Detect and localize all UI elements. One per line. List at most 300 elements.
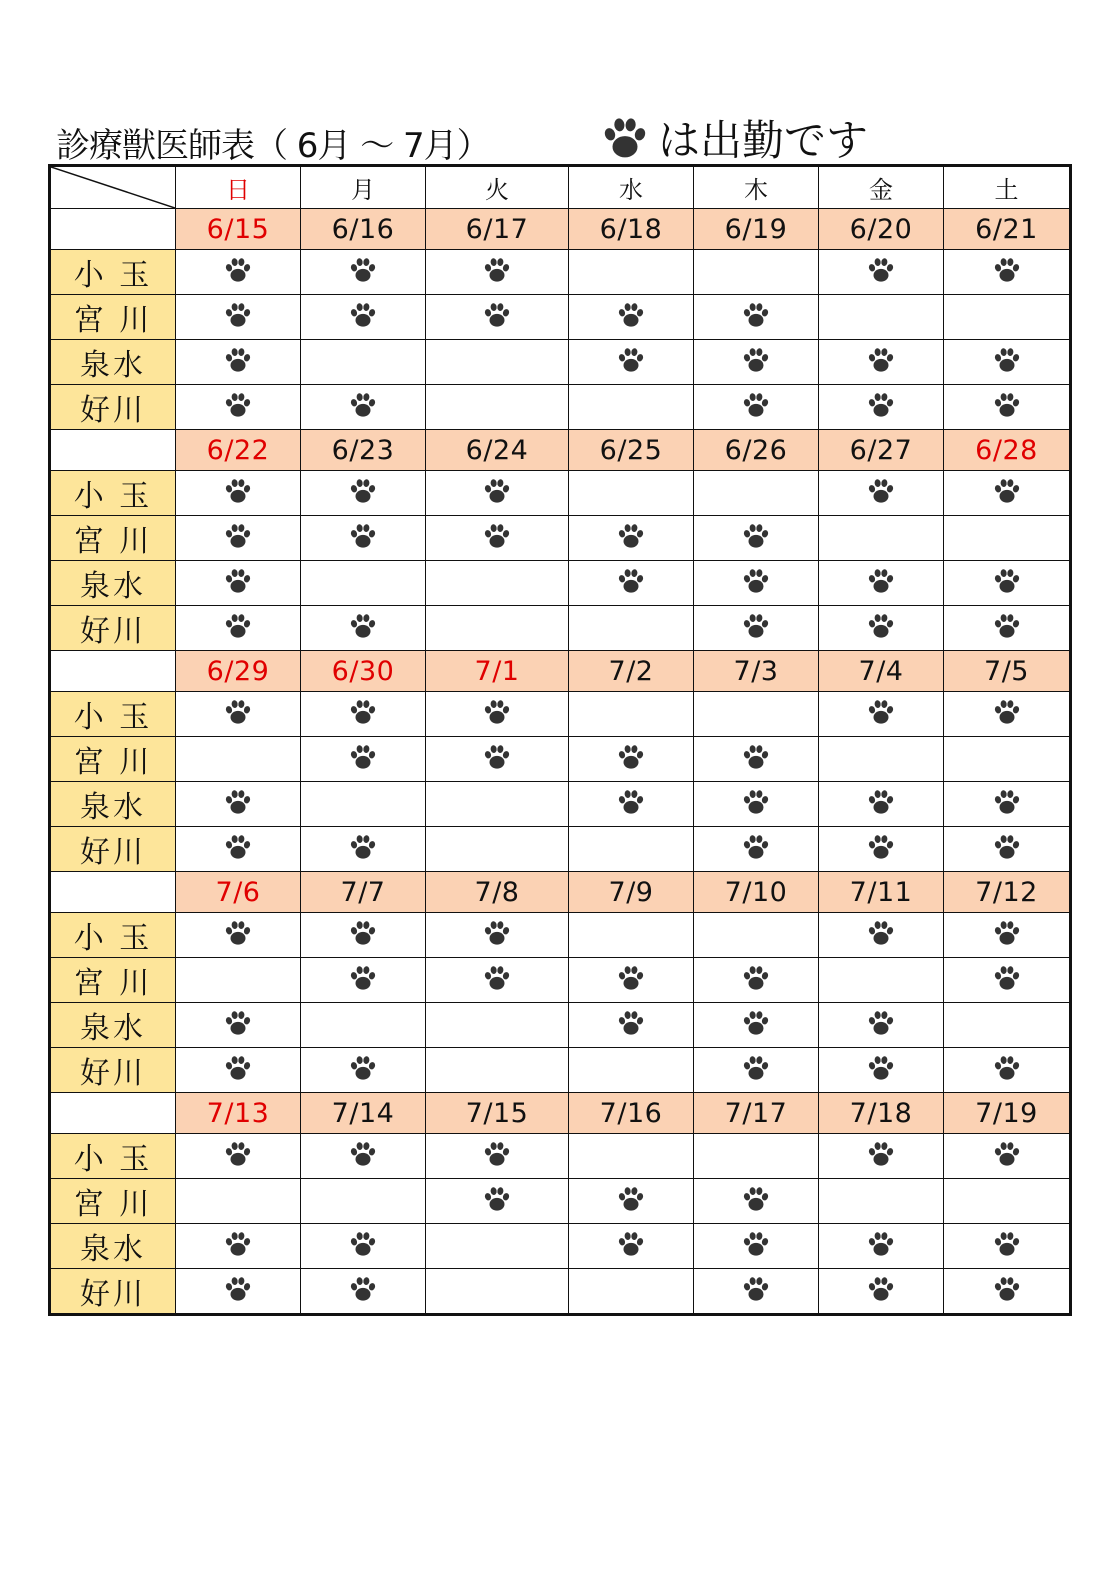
- shift-cell: [694, 827, 819, 872]
- shift-cell: [819, 385, 944, 430]
- shift-cell: [819, 1134, 944, 1179]
- shift-cell: [176, 913, 301, 958]
- paw-icon: [741, 1008, 771, 1042]
- shift-cell: [819, 1224, 944, 1269]
- shift-cell: [694, 913, 819, 958]
- date-cell: 7/10: [694, 872, 819, 913]
- paw-icon: [741, 1184, 771, 1218]
- date-cell: 7/9: [569, 872, 694, 913]
- paw-icon: [616, 1184, 646, 1218]
- doctor-row: [50, 737, 1071, 782]
- date-cell: 6/27: [819, 430, 944, 471]
- date-cell: 6/15: [176, 209, 301, 250]
- paw-icon: [866, 566, 896, 600]
- paw-icon: [482, 300, 512, 334]
- shift-cell: [944, 561, 1071, 606]
- shift-cell: [301, 1134, 426, 1179]
- shift-cell: [569, 1003, 694, 1048]
- doctor-row: [50, 782, 1071, 827]
- paw-icon: [348, 1053, 378, 1087]
- shift-cell: [694, 1269, 819, 1315]
- shift-cell: [944, 1179, 1071, 1224]
- shift-cell: [569, 1048, 694, 1093]
- date-cell: 7/1: [426, 651, 569, 692]
- shift-cell: [819, 827, 944, 872]
- shift-cell: [694, 1048, 819, 1093]
- shift-cell: [426, 516, 569, 561]
- date-cell: 7/8: [426, 872, 569, 913]
- paw-icon: [992, 1139, 1022, 1173]
- shift-cell: [569, 385, 694, 430]
- paw-icon: [348, 1229, 378, 1263]
- shift-cell: [944, 606, 1071, 651]
- weekday-mon: 月: [301, 166, 426, 209]
- date-cell: 6/21: [944, 209, 1071, 250]
- doctor-row: [50, 471, 1071, 516]
- date-cell: 7/7: [301, 872, 426, 913]
- doctor-name: 泉水: [50, 1224, 176, 1269]
- paw-icon: [992, 1274, 1022, 1308]
- doctor-row: [50, 827, 1071, 872]
- paw-icon: [866, 787, 896, 821]
- paw-icon: [741, 832, 771, 866]
- doctor-name: 好川: [50, 1048, 176, 1093]
- date-cell: 6/29: [176, 651, 301, 692]
- paw-icon: [482, 963, 512, 997]
- shift-cell: [819, 1179, 944, 1224]
- paw-icon: [992, 918, 1022, 952]
- paw-icon: [741, 566, 771, 600]
- shift-cell: [694, 250, 819, 295]
- shift-cell: [569, 561, 694, 606]
- paw-icon: [223, 611, 253, 645]
- paw-icon: [223, 1139, 253, 1173]
- paw-icon: [223, 345, 253, 379]
- page-title: 診療獣医師表（ 6月 ～ 7月）: [56, 126, 490, 166]
- shift-cell: [944, 385, 1071, 430]
- doctor-row: [50, 1048, 1071, 1093]
- doctor-row: [50, 250, 1071, 295]
- shift-cell: [819, 340, 944, 385]
- shift-cell: [694, 385, 819, 430]
- doctor-row: [50, 958, 1071, 1003]
- paw-icon: [223, 787, 253, 821]
- paw-icon: [482, 697, 512, 731]
- paw-icon: [741, 1274, 771, 1308]
- date-cell: 6/20: [819, 209, 944, 250]
- paw-icon: [482, 521, 512, 555]
- shift-cell: [819, 295, 944, 340]
- shift-cell: [426, 1179, 569, 1224]
- shift-cell: [301, 250, 426, 295]
- paw-icon: [741, 963, 771, 997]
- shift-cell: [694, 782, 819, 827]
- shift-cell: [944, 1003, 1071, 1048]
- date-cell: 7/17: [694, 1093, 819, 1134]
- shift-cell: [301, 692, 426, 737]
- shift-cell: [176, 606, 301, 651]
- paw-icon: [348, 1139, 378, 1173]
- shift-cell: [819, 1003, 944, 1048]
- shift-cell: [944, 1048, 1071, 1093]
- doctor-row: [50, 295, 1071, 340]
- shift-cell: [694, 1179, 819, 1224]
- paw-icon: [348, 832, 378, 866]
- doctor-row: [50, 1003, 1071, 1048]
- shift-cell: [301, 1003, 426, 1048]
- date-cell: 6/17: [426, 209, 569, 250]
- shift-cell: [426, 340, 569, 385]
- doctor-name: 泉水: [50, 340, 176, 385]
- paw-icon: [616, 1229, 646, 1263]
- shift-cell: [569, 1134, 694, 1179]
- shift-cell: [426, 295, 569, 340]
- paw-icon: [866, 918, 896, 952]
- doctor-row: [50, 692, 1071, 737]
- paw-icon: [992, 1053, 1022, 1087]
- paw-icon: [866, 1274, 896, 1308]
- paw-icon: [616, 1008, 646, 1042]
- doctor-row: [50, 913, 1071, 958]
- paw-icon: [348, 963, 378, 997]
- doctor-name: 小 玉: [50, 1134, 176, 1179]
- paw-icon: [992, 787, 1022, 821]
- doctor-row: [50, 1269, 1071, 1315]
- shift-cell: [301, 827, 426, 872]
- shift-cell: [301, 1224, 426, 1269]
- shift-cell: [176, 295, 301, 340]
- paw-icon: [482, 742, 512, 776]
- paw-icon: [741, 742, 771, 776]
- shift-cell: [944, 516, 1071, 561]
- date-cell: 7/14: [301, 1093, 426, 1134]
- weekday-tue: 火: [426, 166, 569, 209]
- shift-cell: [819, 1269, 944, 1315]
- doctor-row: [50, 1134, 1071, 1179]
- shift-cell: [819, 782, 944, 827]
- shift-cell: [569, 471, 694, 516]
- shift-cell: [944, 737, 1071, 782]
- date-cell: 6/23: [301, 430, 426, 471]
- date-cell: 6/24: [426, 430, 569, 471]
- shift-cell: [694, 561, 819, 606]
- shift-cell: [694, 1134, 819, 1179]
- date-cell: 6/22: [176, 430, 301, 471]
- date-cell: 7/4: [819, 651, 944, 692]
- paw-icon: [348, 611, 378, 645]
- shift-cell: [301, 913, 426, 958]
- shift-cell: [819, 606, 944, 651]
- date-cell: 6/30: [301, 651, 426, 692]
- shift-cell: [176, 1134, 301, 1179]
- doctor-row: [50, 516, 1071, 561]
- shift-cell: [694, 692, 819, 737]
- shift-cell: [944, 958, 1071, 1003]
- paw-icon: [992, 476, 1022, 510]
- doctor-name: 宮 川: [50, 958, 176, 1003]
- shift-cell: [301, 295, 426, 340]
- shift-cell: [819, 516, 944, 561]
- doctor-name: 小 玉: [50, 913, 176, 958]
- shift-cell: [176, 516, 301, 561]
- paw-icon: [866, 832, 896, 866]
- paw-icon: [223, 300, 253, 334]
- paw-icon: [223, 521, 253, 555]
- shift-cell: [176, 1048, 301, 1093]
- paw-icon: [348, 697, 378, 731]
- doctor-name: 小 玉: [50, 250, 176, 295]
- paw-icon: [223, 697, 253, 731]
- shift-cell: [426, 471, 569, 516]
- date-cell: 7/13: [176, 1093, 301, 1134]
- shift-cell: [301, 561, 426, 606]
- shift-cell: [176, 827, 301, 872]
- paw-icon: [741, 345, 771, 379]
- paw-icon: [348, 742, 378, 776]
- shift-cell: [176, 250, 301, 295]
- paw-icon: [482, 1139, 512, 1173]
- paw-icon: [741, 1229, 771, 1263]
- paw-icon: [348, 476, 378, 510]
- doctor-row: [50, 606, 1071, 651]
- paw-icon: [348, 255, 378, 289]
- date-cell: 7/2: [569, 651, 694, 692]
- shift-cell: [176, 561, 301, 606]
- doctor-row: [50, 340, 1071, 385]
- shift-cell: [176, 385, 301, 430]
- blank-cell: [50, 872, 176, 913]
- doctor-name: 宮 川: [50, 295, 176, 340]
- doctor-name: 好川: [50, 385, 176, 430]
- shift-cell: [569, 692, 694, 737]
- paw-icon: [223, 476, 253, 510]
- shift-cell: [819, 561, 944, 606]
- shift-cell: [301, 1179, 426, 1224]
- shift-cell: [694, 471, 819, 516]
- paw-icon: [992, 390, 1022, 424]
- shift-cell: [569, 1269, 694, 1315]
- legend: [600, 108, 868, 168]
- shift-cell: [301, 385, 426, 430]
- paw-icon: [223, 390, 253, 424]
- shift-cell: [176, 692, 301, 737]
- paw-icon: [223, 1008, 253, 1042]
- shift-cell: [426, 913, 569, 958]
- blank-cell: [50, 651, 176, 692]
- shift-cell: [301, 1048, 426, 1093]
- shift-cell: [426, 385, 569, 430]
- paw-icon: [616, 742, 646, 776]
- paw-icon: [348, 1274, 378, 1308]
- shift-cell: [694, 606, 819, 651]
- date-cell: 7/16: [569, 1093, 694, 1134]
- shift-cell: [426, 250, 569, 295]
- shift-cell: [426, 1134, 569, 1179]
- doctor-row: [50, 1179, 1071, 1224]
- shift-cell: [426, 692, 569, 737]
- shift-cell: [944, 1134, 1071, 1179]
- paw-icon: [866, 345, 896, 379]
- paw-icon: [866, 697, 896, 731]
- shift-cell: [694, 1224, 819, 1269]
- doctor-name: 宮 川: [50, 737, 176, 782]
- shift-cell: [944, 827, 1071, 872]
- shift-cell: [426, 958, 569, 1003]
- paw-icon: [866, 1008, 896, 1042]
- date-cell: 6/16: [301, 209, 426, 250]
- paw-icon: [616, 963, 646, 997]
- shift-cell: [176, 1224, 301, 1269]
- shift-cell: [426, 737, 569, 782]
- shift-cell: [176, 958, 301, 1003]
- shift-cell: [819, 471, 944, 516]
- paw-icon: [348, 300, 378, 334]
- paw-icon: [223, 255, 253, 289]
- shift-cell: [301, 516, 426, 561]
- shift-cell: [301, 606, 426, 651]
- shift-cell: [569, 250, 694, 295]
- shift-cell: [301, 340, 426, 385]
- shift-cell: [301, 1269, 426, 1315]
- shift-cell: [176, 737, 301, 782]
- shift-cell: [944, 1224, 1071, 1269]
- shift-cell: [944, 340, 1071, 385]
- shift-cell: [944, 692, 1071, 737]
- shift-cell: [569, 606, 694, 651]
- paw-icon: [600, 113, 650, 163]
- shift-cell: [694, 1003, 819, 1048]
- paw-icon: [223, 1053, 253, 1087]
- shift-cell: [176, 1179, 301, 1224]
- date-cell: 7/3: [694, 651, 819, 692]
- shift-cell: [301, 958, 426, 1003]
- shift-cell: [819, 692, 944, 737]
- corner-cell: [50, 166, 176, 209]
- paw-icon: [741, 787, 771, 821]
- doctor-name: 好川: [50, 1269, 176, 1315]
- date-cell: 6/28: [944, 430, 1071, 471]
- doctor-name: 宮 川: [50, 516, 176, 561]
- blank-cell: [50, 430, 176, 471]
- date-row: [50, 430, 1071, 471]
- date-row: [50, 651, 1071, 692]
- shift-cell: [819, 958, 944, 1003]
- shift-cell: [176, 1003, 301, 1048]
- doctor-row: [50, 385, 1071, 430]
- paw-icon: [866, 1229, 896, 1263]
- shift-cell: [569, 1224, 694, 1269]
- paw-icon: [616, 787, 646, 821]
- doctor-row: [50, 1224, 1071, 1269]
- date-cell: 7/15: [426, 1093, 569, 1134]
- doctor-name: 小 玉: [50, 471, 176, 516]
- paw-icon: [992, 963, 1022, 997]
- weekday-fri: 金: [819, 166, 944, 209]
- paw-icon: [348, 390, 378, 424]
- shift-cell: [569, 516, 694, 561]
- shift-cell: [301, 471, 426, 516]
- date-cell: 7/18: [819, 1093, 944, 1134]
- shift-cell: [694, 295, 819, 340]
- paw-icon: [992, 832, 1022, 866]
- shift-cell: [694, 958, 819, 1003]
- paw-icon: [223, 918, 253, 952]
- paw-icon: [866, 390, 896, 424]
- paw-icon: [866, 1139, 896, 1173]
- doctor-row: [50, 561, 1071, 606]
- shift-cell: [944, 1269, 1071, 1315]
- paw-icon: [992, 1229, 1022, 1263]
- paw-icon: [482, 255, 512, 289]
- shift-cell: [426, 827, 569, 872]
- shift-cell: [819, 1048, 944, 1093]
- date-cell: 7/12: [944, 872, 1071, 913]
- doctor-name: 好川: [50, 827, 176, 872]
- doctor-name: 泉水: [50, 1003, 176, 1048]
- shift-cell: [426, 606, 569, 651]
- shift-cell: [176, 1269, 301, 1315]
- date-cell: 6/26: [694, 430, 819, 471]
- shift-cell: [819, 913, 944, 958]
- doctor-name: 泉水: [50, 561, 176, 606]
- shift-cell: [694, 516, 819, 561]
- weekday-sun: 日: [176, 166, 301, 209]
- doctor-name: 泉水: [50, 782, 176, 827]
- weekday-wed: 水: [569, 166, 694, 209]
- date-row: [50, 872, 1071, 913]
- paw-icon: [223, 832, 253, 866]
- shift-cell: [944, 471, 1071, 516]
- paw-icon: [482, 1184, 512, 1218]
- shift-cell: [569, 737, 694, 782]
- shift-cell: [944, 913, 1071, 958]
- date-cell: 6/19: [694, 209, 819, 250]
- shift-cell: [176, 471, 301, 516]
- blank-cell: [50, 1093, 176, 1134]
- paw-icon: [992, 611, 1022, 645]
- date-row: [50, 209, 1071, 250]
- legend-text: は出勤です: [658, 116, 869, 165]
- shift-cell: [944, 295, 1071, 340]
- shift-cell: [426, 561, 569, 606]
- paw-icon: [348, 521, 378, 555]
- date-row: [50, 1093, 1071, 1134]
- doctor-name: 宮 川: [50, 1179, 176, 1224]
- paw-icon: [616, 300, 646, 334]
- date-cell: 7/5: [944, 651, 1071, 692]
- schedule-table: [48, 164, 1072, 1316]
- paw-icon: [616, 566, 646, 600]
- doctor-name: 好川: [50, 606, 176, 651]
- paw-icon: [741, 1053, 771, 1087]
- date-cell: 7/19: [944, 1093, 1071, 1134]
- shift-cell: [301, 737, 426, 782]
- shift-cell: [569, 958, 694, 1003]
- paw-icon: [223, 566, 253, 600]
- shift-cell: [301, 782, 426, 827]
- shift-cell: [819, 737, 944, 782]
- shift-cell: [426, 1048, 569, 1093]
- paw-icon: [866, 255, 896, 289]
- paw-icon: [992, 345, 1022, 379]
- shift-cell: [569, 340, 694, 385]
- paw-icon: [866, 1053, 896, 1087]
- date-cell: 6/25: [569, 430, 694, 471]
- paw-icon: [992, 697, 1022, 731]
- weekday-thu: 木: [694, 166, 819, 209]
- paw-icon: [482, 476, 512, 510]
- paw-icon: [223, 1274, 253, 1308]
